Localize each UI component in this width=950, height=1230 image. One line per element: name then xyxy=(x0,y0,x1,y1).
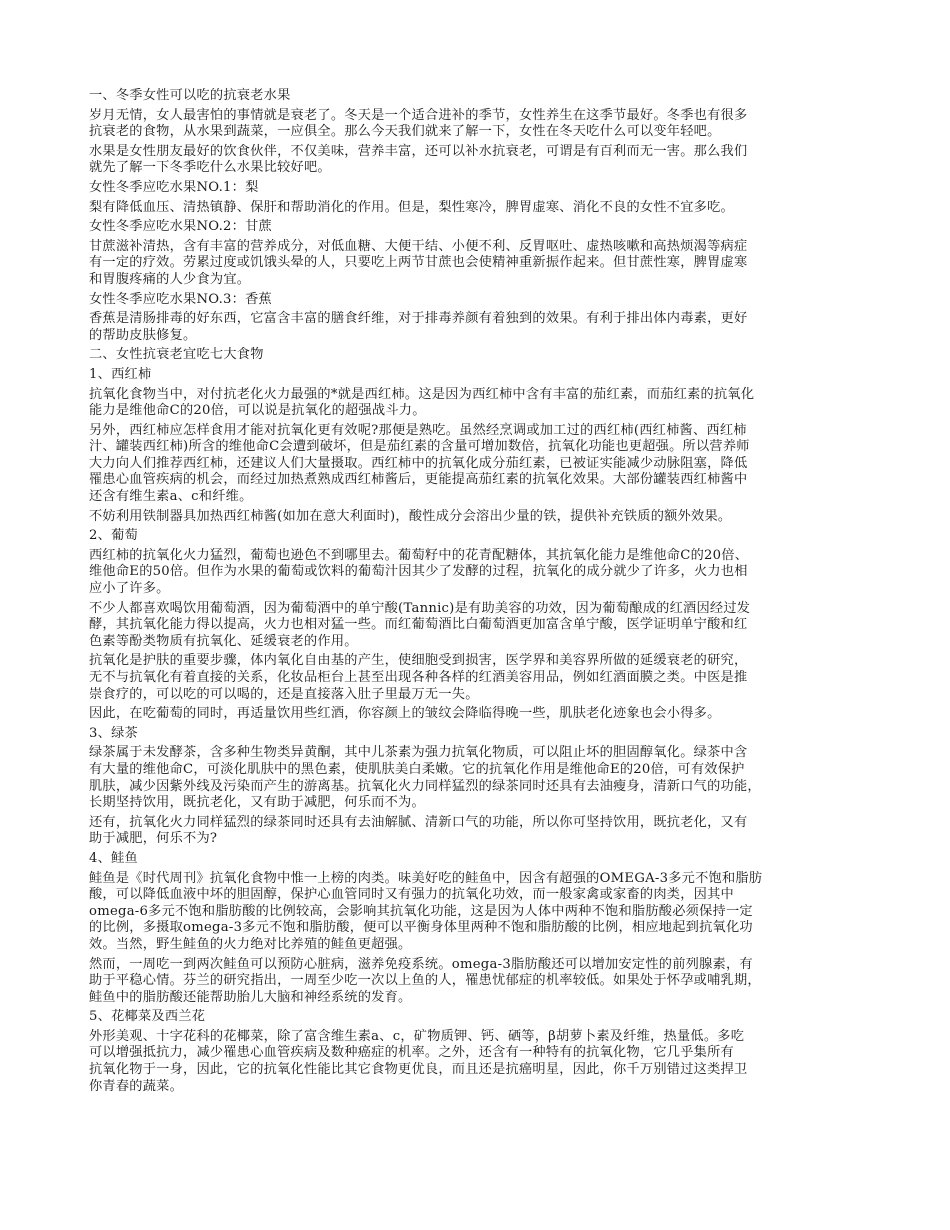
text-block xyxy=(89,347,862,364)
text-block xyxy=(89,548,862,598)
text-line: 女性冬季应吃水果NO.1：梨 xyxy=(89,179,259,195)
text-block xyxy=(89,219,862,236)
text-line: 岁月无情，女人最害怕的事情就是衰老了。冬天是一个适合进补的季节，女性养生在这季节最好。冬季也有很多 xyxy=(89,107,748,123)
text-line: 有大量的维他命C，可淡化肌肤中的黑色素，使肌肤美白柔嫩。它的抗氧化作用是维他命E的20倍，可有效保护 xyxy=(89,761,745,777)
text-line: 二、女性抗衰老宜吃七大食物 xyxy=(89,347,264,363)
text-line: 还含有维生素a、c和纤维。 xyxy=(89,489,253,505)
text-line: 的比例，多摄取omega-3多元不饱和脂肪酸，便可以平衡身体里两种不饱和脂肪酸的比例，相应地起到抗氧化功 xyxy=(89,920,753,936)
text-block xyxy=(89,239,862,289)
text-line: 还有，抗氧化火力同样猛烈的绿茶同时还具有去油解腻、清新口气的功能，所以你可坚持饮用，既抗老化，又有 xyxy=(89,814,748,830)
text-line: 鲑鱼是《时代周刊》抗氧化食物中惟一上榜的肉类。味美好吃的鲑鱼中，因含有超强的OMEGA-3多元不饱和脂肪 xyxy=(89,870,763,886)
text-line: omega-6多元不饱和脂肪酸的比例较高，会影响其抗氧化功能，这是因为人体中两种不饱和脂肪酸必须保持一定 xyxy=(89,903,753,919)
text-line: 能力是维他命C的20倍，可以说是抗氧化的超强战斗力。 xyxy=(89,403,426,419)
text-line: 汁、罐装西红柿)所含的维他命C会遭到破坏，但是茄红素的含量可增加数倍，抗氧化功能也更超强。所以营养师 xyxy=(89,439,750,455)
text-block xyxy=(89,745,862,811)
text-line: 绿茶属于未发酵茶，含多种生物类异黄酮，其中儿茶素为强力抗氧化物质，可以阻止坏的胆固醇氧化。绿茶中含 xyxy=(89,745,748,761)
text-line: 可以增强抵抗力，减少罹患心血管疾病及数种癌症的机率。之外，还含有一种特有的抗氧化物，它几乎集所有 xyxy=(89,1045,734,1061)
text-line: 西红柿的抗氧化火力猛烈，葡萄也逊色不到哪里去。葡萄籽中的花青配糖体，其抗氧化能力是维他命C的20倍、 xyxy=(89,547,749,563)
text-line: 因此，在吃葡萄的同时，再适量饮用些红酒，你容颜上的皱纹会降临得晚一些，肌肤老化迹象也会小得多。 xyxy=(89,706,721,722)
text-line: 不妨利用铁制器具加热西红柿酱(如加在意大利面时)，酸性成分会溶出少量的铁，提供补充铁质的额外效果。 xyxy=(89,508,732,524)
text-line: 肌肤，减少因紫外线及污染而产生的游离基。抗氧化火力同样猛烈的绿茶同时还具有去油瘦身，清新口气的功能， xyxy=(89,778,761,794)
text-line: 香蕉是清肠排毒的好东西，它富含丰富的膳食纤维，对于排毒养颜有着独到的效果。有利于排出体内毒素，更好 xyxy=(89,311,748,327)
text-block xyxy=(89,292,862,309)
text-block xyxy=(89,815,862,848)
text-block xyxy=(89,88,862,105)
text-line: 外形美观、十字花科的花椰菜，除了富含维生素a、c，矿物质钾、钙、硒等，β胡萝卜素及纤维，热量低。多吃 xyxy=(89,1028,745,1044)
text-block xyxy=(89,1029,862,1095)
text-block xyxy=(89,108,862,141)
text-line: 罹患心血管疾病的机会，而经过加热煮熟成西红柿酱后，更能提高茄红素的抗氧化效果。大部份罐装西红柿酱中 xyxy=(89,472,748,488)
text-line: 酸，可以降低血液中坏的胆固醇，保护心血管同时又有强力的抗氧化功效，而一般家禽或家畜的肉类，因其中 xyxy=(89,887,734,903)
text-line: 的帮助皮肤修复。 xyxy=(89,327,197,343)
text-block xyxy=(89,200,862,217)
text-line: 抗氧化食物当中，对付抗老化火力最强的*就是西红柿。这是因为西红柿中含有丰富的茄红素，而茄红素的抗氧化 xyxy=(89,386,755,402)
text-line: 和胃腹疼痛的人少食为宜。 xyxy=(89,271,251,287)
text-line: 维他命E的50倍。但作为水果的葡萄或饮料的葡萄汁因其少了发酵的过程，抗氧化的成分就少了许多，火力也相 xyxy=(89,564,748,580)
text-line: 抗氧化物于一身，因此，它的抗氧化性能比其它食物更优良，而且还是抗癌明星，因此，你千万别错过这类捍卫 xyxy=(89,1062,748,1078)
text-block xyxy=(89,528,862,545)
text-block xyxy=(89,509,862,526)
text-line: 一、冬季女性可以吃的抗衰老水果 xyxy=(89,88,291,103)
text-line: 另外，西红柿应怎样食用才能对抗氧化更有效呢?那便是熟吃。虽然经烹调或加工过的西红柿(西红柿酱、西红柿 xyxy=(89,422,747,438)
text-line: 1、西红柿 xyxy=(89,366,152,382)
text-block xyxy=(89,1009,862,1026)
text-line: 就先了解一下冬季吃什么水果比较好吧。 xyxy=(89,160,331,176)
text-line: 梨有降低血压、清热镇静、保肝和帮助消化的作用。但是，梨性寒冷，脾胃虚寒、消化不良的女性不宜多吃。 xyxy=(89,199,734,215)
text-block xyxy=(89,180,862,197)
text-line: 应小了许多。 xyxy=(89,581,170,597)
text-line: 效。当然，野生鲑鱼的火力绝对比养殖的鲑鱼更超强。 xyxy=(89,936,412,952)
text-block xyxy=(89,387,862,420)
text-line: 女性冬季应吃水果NO.2：甘蔗 xyxy=(89,219,272,235)
text-block xyxy=(89,601,862,651)
text-line: 长期坚持饮用，既抗老化，又有助于减肥，何乐而不为。 xyxy=(89,795,425,811)
text-block xyxy=(89,311,862,344)
text-line: 女性冬季应吃水果NO.3：香蕉 xyxy=(89,291,272,307)
text-block xyxy=(89,653,862,703)
text-block xyxy=(89,367,862,384)
text-line: 无不与抗氧化有着直接的关系，化妆品柜台上甚至出现各种各样的红酒美容用品，例如红酒面膜之类。中医是推 xyxy=(89,670,748,685)
text-line: 不少人都喜欢喝饮用葡萄酒，因为葡萄酒中的单宁酸(Tannic)是有助美容的功效，因为葡萄酿成的红酒因经过发 xyxy=(89,600,751,616)
text-block xyxy=(89,851,862,868)
text-line: 2、葡萄 xyxy=(89,528,138,544)
text-block xyxy=(89,871,862,954)
text-block xyxy=(89,726,862,743)
text-line: 大力向人们推荐西红柿，还建议人们大量摄取。西红柿中的抗氧化成分茄红素，已被证实能减少动脉阻塞，降低 xyxy=(89,455,748,471)
text-line: 助于平稳心情。芬兰的研究指出，一周至少吃一次以上鱼的人，罹患忧郁症的机率较低。如果处于怀孕或哺乳期， xyxy=(89,973,761,989)
text-line: 酵，其抗氧化能力得以提高，火力也相对猛一些。而红葡萄酒比白葡萄酒更加富含单宁酸，医学证明单宁酸和红 xyxy=(89,617,748,633)
text-line: 有一定的疗效。劳累过度或饥饿头晕的人，只要吃上两节甘蔗也会使精神重新振作起来。但甘蔗性寒，脾胃虚寒 xyxy=(89,255,748,271)
text-line: 5、花椰菜及西兰花 xyxy=(89,1009,206,1025)
text-line: 3、绿茶 xyxy=(89,725,138,741)
text-line: 抗衰老的食物，从水果到蔬菜，一应俱全。那么今天我们就来了解一下，女性在冬天吃什么可以变年轻吧。 xyxy=(89,124,721,140)
text-line: 甘蔗滋补清热，含有丰富的营养成分，对低血糖、大便干结、小便不利、反胃呕吐、虚热咳嗽和高热烦渴等病症 xyxy=(89,238,748,254)
text-block xyxy=(89,144,862,177)
text-line: 色素等酚类物质有抗氧化、延缓衰老的作用。 xyxy=(89,633,358,649)
text-line: 崇食疗的，可以吃的可以喝的，还是直接落入肚子里最万无一失。 xyxy=(89,686,479,702)
text-line: 助于减肥，何乐不为? xyxy=(89,831,218,847)
text-block xyxy=(89,957,862,1007)
text-line: 然而，一周吃一到两次鲑鱼可以预防心脏病，滋养免疫系统。omega-3脂肪酸还可以增加安定性的前列腺素，有 xyxy=(89,956,753,972)
text-line: 鲑鱼中的脂肪酸还能帮助胎儿大脑和神经系统的发育。 xyxy=(89,989,412,1005)
text-line: 你青春的蔬菜。 xyxy=(89,1078,184,1094)
text-line: 水果是女性朋友最好的饮食伙伴，不仅美味，营养丰富，还可以补水抗衰老，可谓是有百利而无一害。那么我们 xyxy=(89,143,748,159)
text-block xyxy=(89,423,862,506)
text-line: 抗氧化是护肤的重要步骤，体内氧化自由基的产生，使细胞受到损害，医学界和美容界所做的延缓衰老的研究， xyxy=(89,653,748,669)
text-line: 4、鲑鱼 xyxy=(89,850,138,866)
text-block xyxy=(89,706,862,723)
